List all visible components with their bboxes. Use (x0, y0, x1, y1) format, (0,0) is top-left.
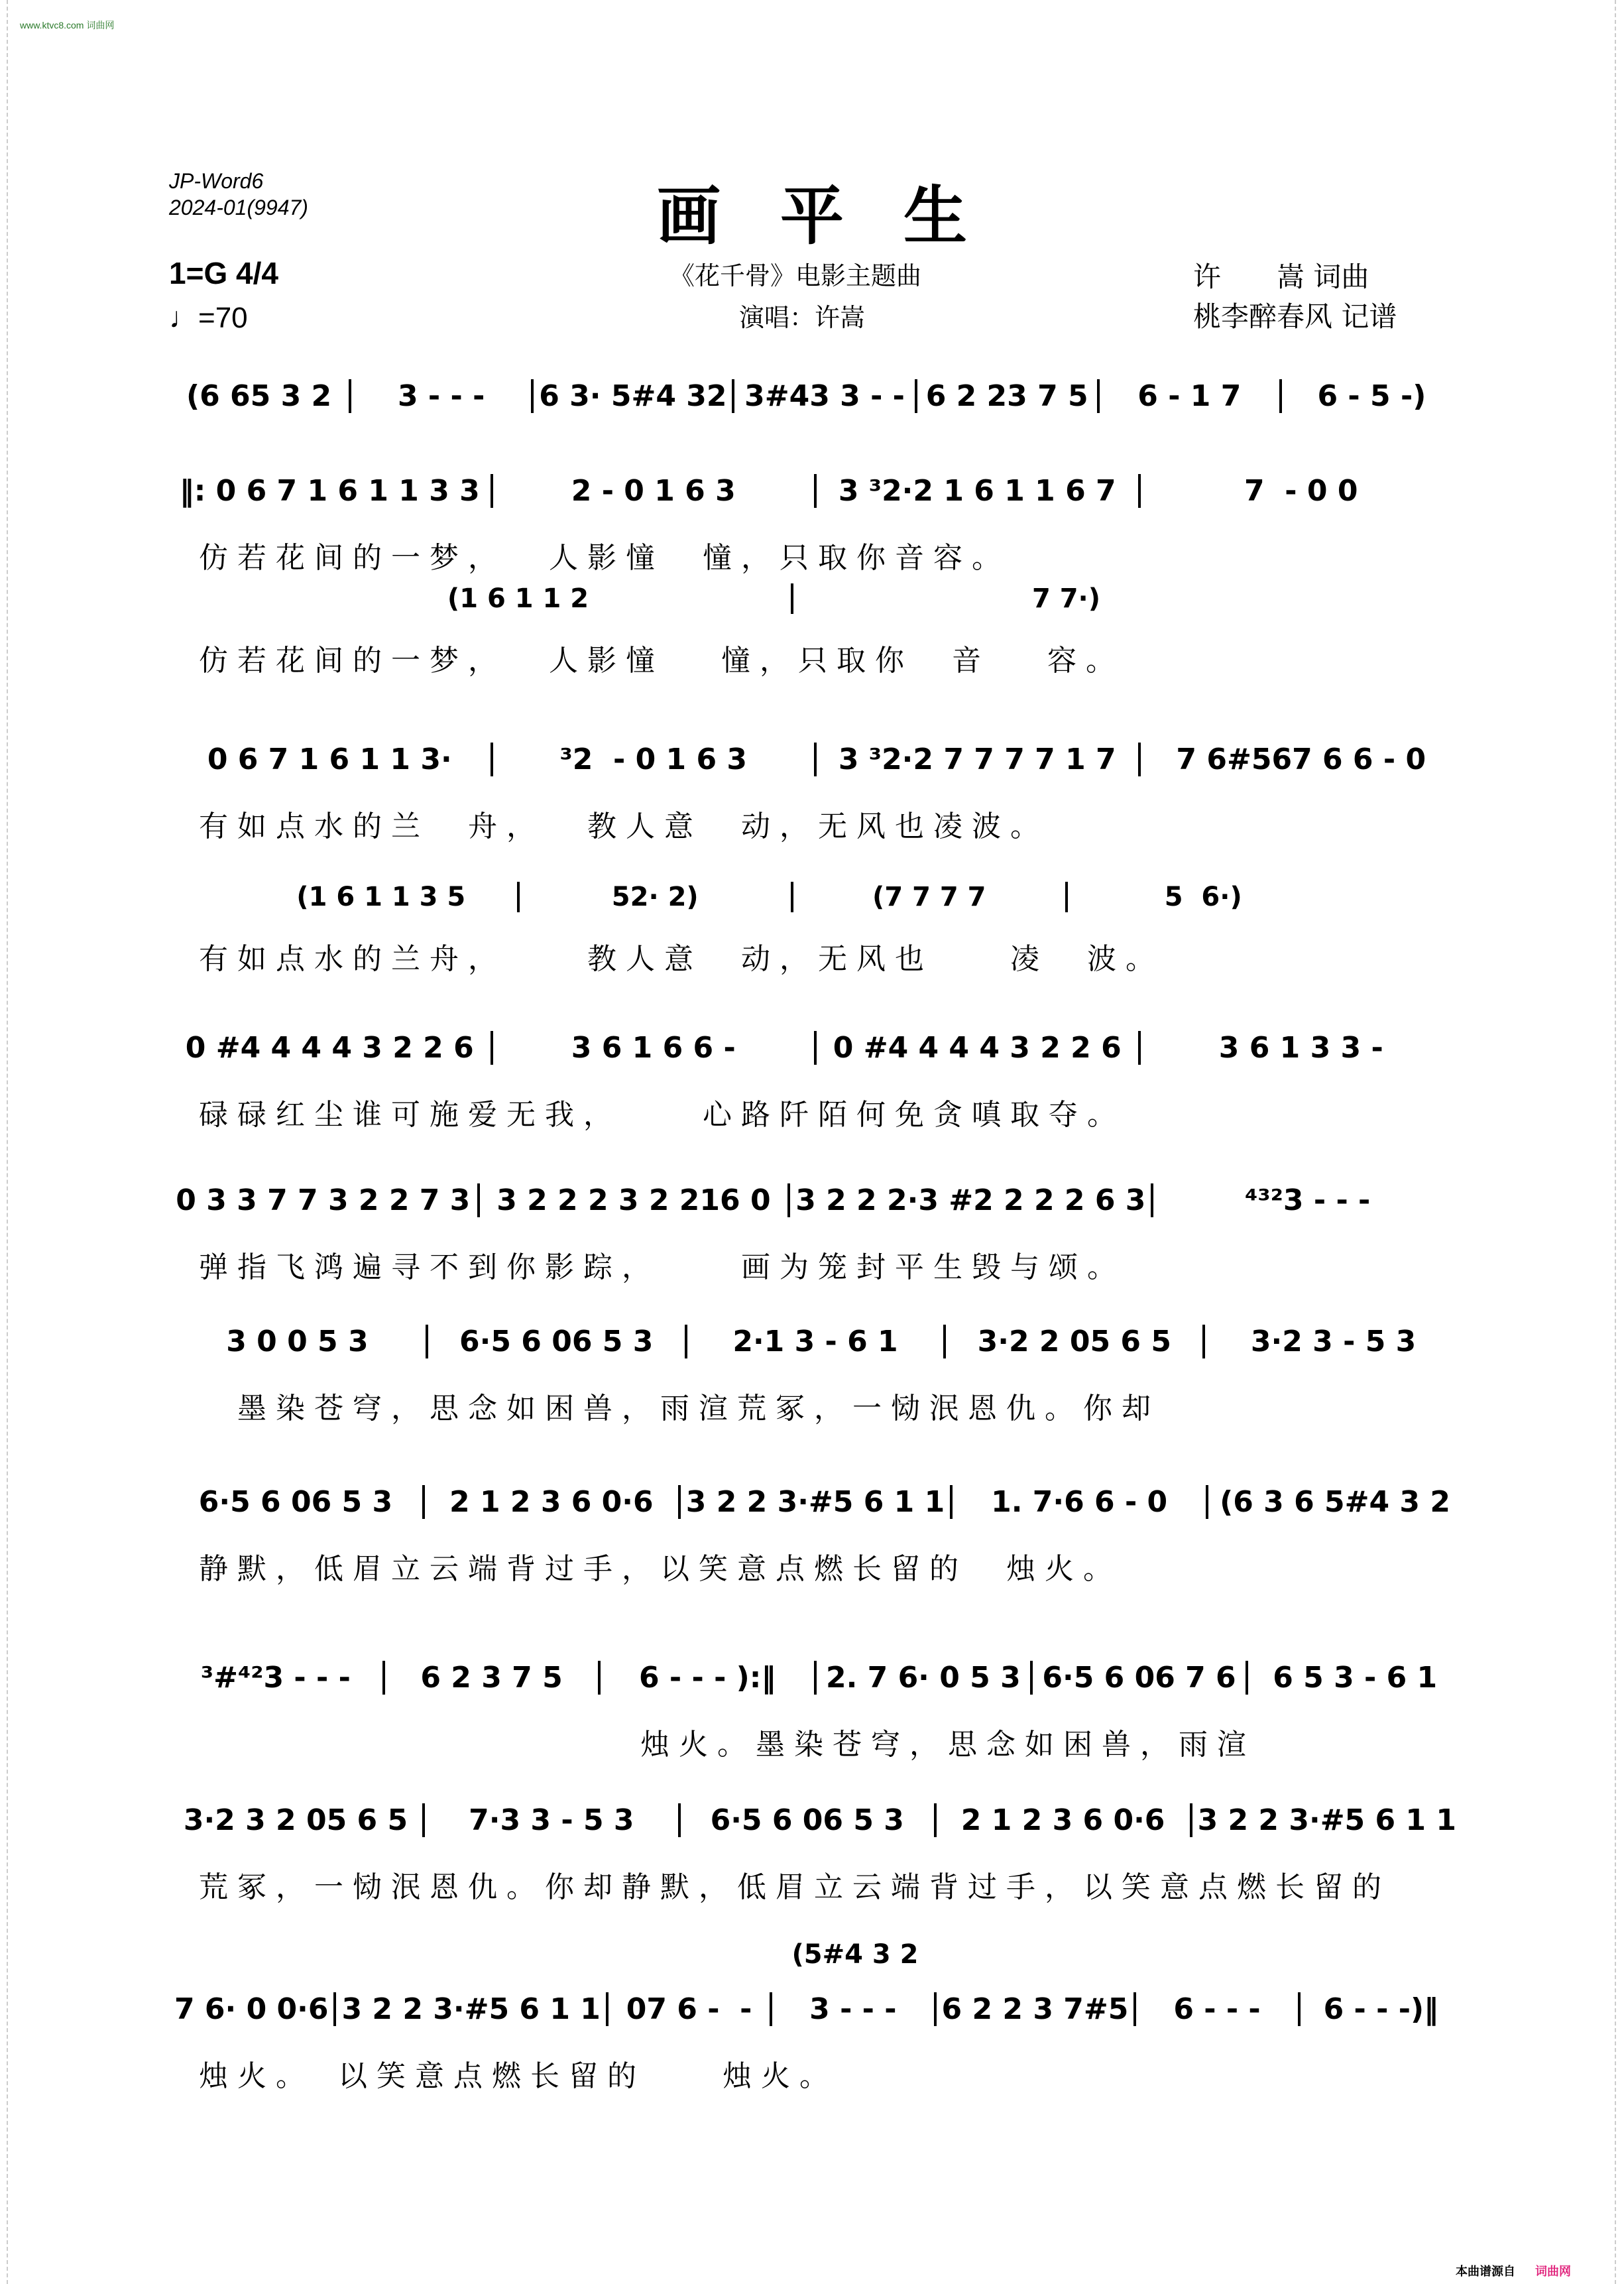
measure: 6 2 2 3 7#5 (937, 1992, 1137, 2026)
measure: 2 1 2 3 6 0·6 (425, 1485, 681, 1519)
measure: 2·1 3 - 6 1 (687, 1325, 947, 1358)
notation-line (245, 882, 1339, 912)
measure: 07 6 - - (609, 1992, 772, 2026)
footer-source-text: 本曲谱源自 (1456, 2265, 1515, 2278)
lyrics-line: 仿若花间的一梦， 人影憧 憧，只取你音容。 (199, 541, 1010, 575)
measure: 6·5 6 06 5 3 (169, 1485, 425, 1519)
notation-line (169, 474, 1462, 508)
measure: 6 - - - (1136, 1992, 1300, 2026)
measure: 0 #4 4 4 4 3 2 2 6 (169, 1031, 493, 1065)
measure: 52· 2) (520, 882, 794, 912)
lyrics-line: 静默，低眉立云端背过手，以笑意点燃长留的 烛火。 (199, 1552, 1122, 1586)
notation-line (169, 1183, 1462, 1217)
measure: 6 5 3 - 6 1 (1273, 1661, 1438, 1695)
measure: 0 3 3 7 7 3 2 2 7 3 (169, 1183, 480, 1217)
measure: 3·2 3 - 5 3 (1250, 1325, 1417, 1358)
notation-line (245, 583, 1339, 614)
lyrics-line: 烛火。墨染苍穹，思念如困兽，雨渲 (199, 1728, 1255, 1762)
left-border (7, 0, 8, 2284)
lyrics-line: 荒冢，一恸泯恩仇。你却静默，低眉立云端背过手，以笑意点燃长留的 (199, 1870, 1391, 1904)
measure: (5#4 3 2 (791, 1939, 919, 1970)
lyrics-line: 有如点水的兰 舟， 教人意 动，无风也凌波。 (199, 810, 1049, 843)
notation-line (169, 1803, 1462, 1837)
measure: 7 7·) (1031, 583, 1101, 614)
measure: ‖: 0 6 7 1 6 1 1 3 3 (169, 474, 493, 508)
lyricist-credit: 许 嵩 词曲 (1193, 261, 1369, 293)
measure: 3#43 3 - - (734, 379, 917, 413)
measure: 6·5 6 06 5 3 (428, 1325, 687, 1358)
singer: 演唱：许嵩 (739, 303, 866, 332)
measure: 7 6#567 6 6 - 0 (1176, 743, 1426, 776)
measure: 3 6 1 6 6 - (493, 1031, 817, 1065)
measure: (1 6 1 1 3 5 (245, 882, 520, 912)
notation-line (169, 743, 1462, 776)
notation-line (169, 1661, 1462, 1695)
lyrics-line: 碌碌红尘谁可施爱无我， 心路阡陌何免贪嗔取夺。 (199, 1098, 1126, 1132)
lyrics-line: 墨染苍穹，思念如困兽，雨渲荒冢，一恸泯恩仇。你却 (199, 1392, 1160, 1425)
right-border (1615, 0, 1616, 2284)
measure: 6 - 5 -) (1317, 379, 1426, 413)
measure: 6 - - - ):‖ (601, 1661, 817, 1695)
measure: 3 6 1 3 3 - (1218, 1031, 1383, 1065)
tempo-marking: ♩=70 (169, 302, 248, 334)
measure: 2 - 0 1 6 3 (493, 474, 817, 508)
measure: 3 2 2 3·#5 6 1 1 (681, 1485, 953, 1519)
measure: 3 - - - (351, 379, 534, 413)
notation-line (776, 1939, 935, 1970)
notation-line (169, 1325, 1462, 1358)
measure: 0 #4 4 4 4 3 2 2 6 (817, 1031, 1141, 1065)
measure: ³2 - 0 1 6 3 (493, 743, 817, 776)
measure: ³#⁴²3 - - - (169, 1661, 385, 1695)
measure: (7 7 7 7 (793, 882, 1068, 912)
watermark: www.ktvc8.com 词曲网 (20, 20, 115, 30)
lyrics-line: 仿若花间的一梦， 人影憧 憧，只取你 音 容。 (199, 644, 1124, 678)
measure: 1. 7·6 6 - 0 (953, 1485, 1208, 1519)
notation-line (169, 1031, 1462, 1065)
measure: 6 - - -)‖ (1323, 1992, 1439, 2026)
measure: 3 2 2 3·#5 6 1 1 (1197, 1803, 1456, 1837)
measure: 0 6 7 1 6 1 1 3· (169, 743, 493, 776)
measure: (6 3 6 5#4 3 2 (1220, 1485, 1450, 1519)
measure: 6 - 1 7 (1100, 379, 1282, 413)
measure: 3 ³2·2 7 7 7 7 1 7 (817, 743, 1141, 776)
song-title: 画平生 (657, 178, 1027, 253)
measure: 3 - - - (772, 1992, 936, 2026)
measure: 6·5 6 06 5 3 (681, 1803, 937, 1837)
measure: 3·2 3 2 05 6 5 (169, 1803, 425, 1837)
measure: 3 2 2 2·3 #2 2 2 2 6 3 (790, 1183, 1153, 1217)
footer-source (1456, 2262, 1571, 2279)
subtitle: 《花千骨》电影主题曲 (669, 261, 922, 290)
software-label: JP-Word6 (169, 169, 264, 193)
measure: 5 6·) (1164, 882, 1242, 912)
measure: 3 2 2 3·#5 6 1 1 (336, 1992, 608, 2026)
lyrics-line: 弹指飞鸿遍寻不到你影踪， 画为笼封平生毁与颂。 (199, 1250, 1126, 1284)
measure: 3·2 2 05 6 5 (946, 1325, 1205, 1358)
measure: 2 1 2 3 6 0·6 (937, 1803, 1192, 1837)
measure: 2. 7 6· 0 5 3 (817, 1661, 1033, 1695)
notation-line (169, 1485, 1462, 1519)
lyrics-line: 烛火。 以笑意点燃长留的 烛火。 (199, 2059, 838, 2093)
measure: 3 ³2·2 1 6 1 1 6 7 (817, 474, 1141, 508)
measure: 3 2 2 2 3 2 216 0 (480, 1183, 791, 1217)
measure: 6·5 6 06 7 6 (1033, 1661, 1249, 1695)
measure: 6 3· 5#4 32 (534, 379, 734, 413)
measure: 7·3 3 - 5 3 (425, 1803, 681, 1837)
measure: 3 0 0 5 3 (169, 1325, 428, 1358)
footer-site: 词曲网 (1535, 2265, 1571, 2278)
version-label: 2024-01(9947) (169, 196, 308, 219)
measure: 6 2 3 7 5 (385, 1661, 601, 1695)
measure: 7 - 0 0 (1244, 474, 1358, 508)
notation-line (169, 1992, 1462, 2026)
measure: ⁴³²3 - - - (1245, 1183, 1371, 1217)
measure: 6 2 23 7 5 (917, 379, 1100, 413)
key-signature: 1=G 4/4 (169, 256, 278, 290)
lyrics-line: 有如点水的兰舟， 教人意 动，无风也 凌 波。 (199, 942, 1164, 976)
measure: (1 6 1 1 2 (245, 583, 793, 614)
notation-line (169, 379, 1462, 413)
measure: 7 6· 0 0·6 (169, 1992, 336, 2026)
measure: (6 65 3 2 (169, 379, 351, 413)
transcriber-credit: 桃李醉春风 记谱 (1193, 300, 1397, 333)
